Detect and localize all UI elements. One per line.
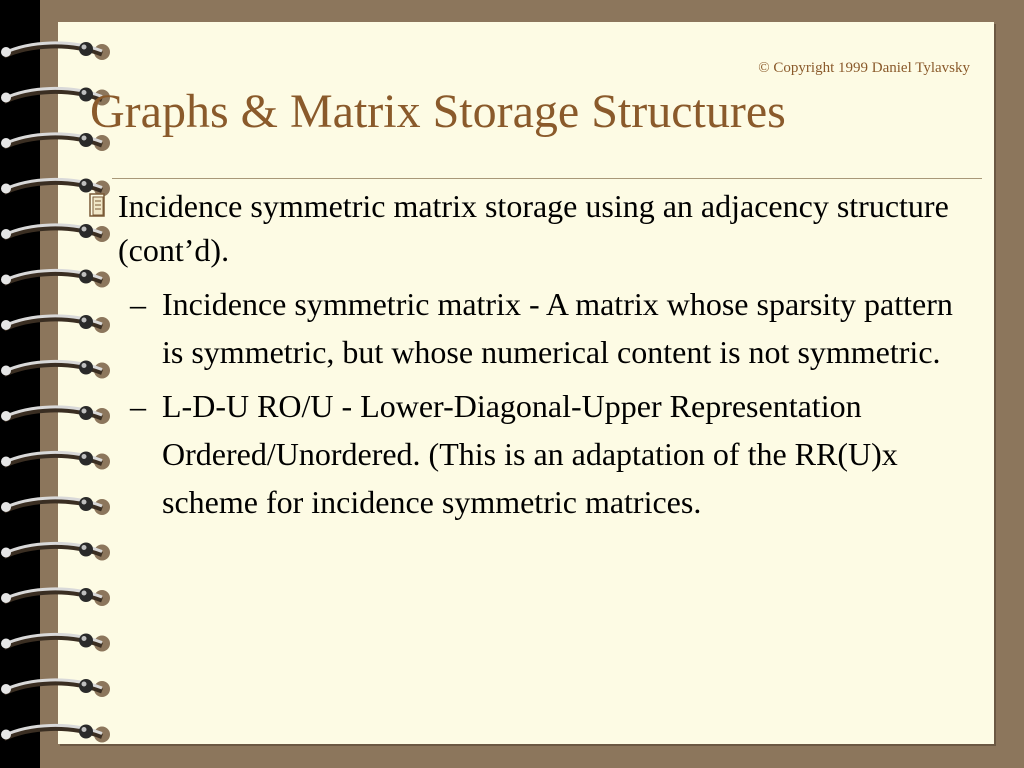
dash-marker: –: [130, 286, 146, 322]
sub-bullet-text: L-D-U RO/U - Lower-Diagonal-Upper Representation Ordered/Unordered. (This is an adaptation of the RR(U)x scheme for incidence symmetric matrices.: [162, 388, 898, 520]
binding-ring: [1, 725, 110, 743]
binding-ring: [1, 588, 110, 606]
binding-ring: [1, 543, 110, 561]
dash-marker: –: [130, 388, 146, 424]
binding-ring: [1, 634, 110, 652]
sub-bullet-text: Incidence symmetric matrix - A matrix whose sparsity pattern is symmetric, but whose numerical content is not symmetric.: [162, 286, 953, 370]
slide-content: [86, 184, 976, 532]
sub-bullet-point: [86, 382, 976, 526]
sub-bullet-point: [86, 280, 976, 376]
binding-ring: [1, 42, 110, 60]
notebook-bullet-icon: [86, 190, 108, 220]
binding-ring: [1, 679, 110, 697]
title-divider: [112, 178, 982, 179]
bullet-text: Incidence symmetric matrix storage using an adjacency structure (cont’d).: [118, 188, 949, 268]
slide-title: Graphs & Matrix Storage Structures: [90, 85, 786, 138]
bullet-point: [86, 184, 976, 272]
copyright-notice: © Copyright 1999 Daniel Tylavsky: [758, 60, 970, 76]
sub-bullet-list: [86, 280, 976, 526]
